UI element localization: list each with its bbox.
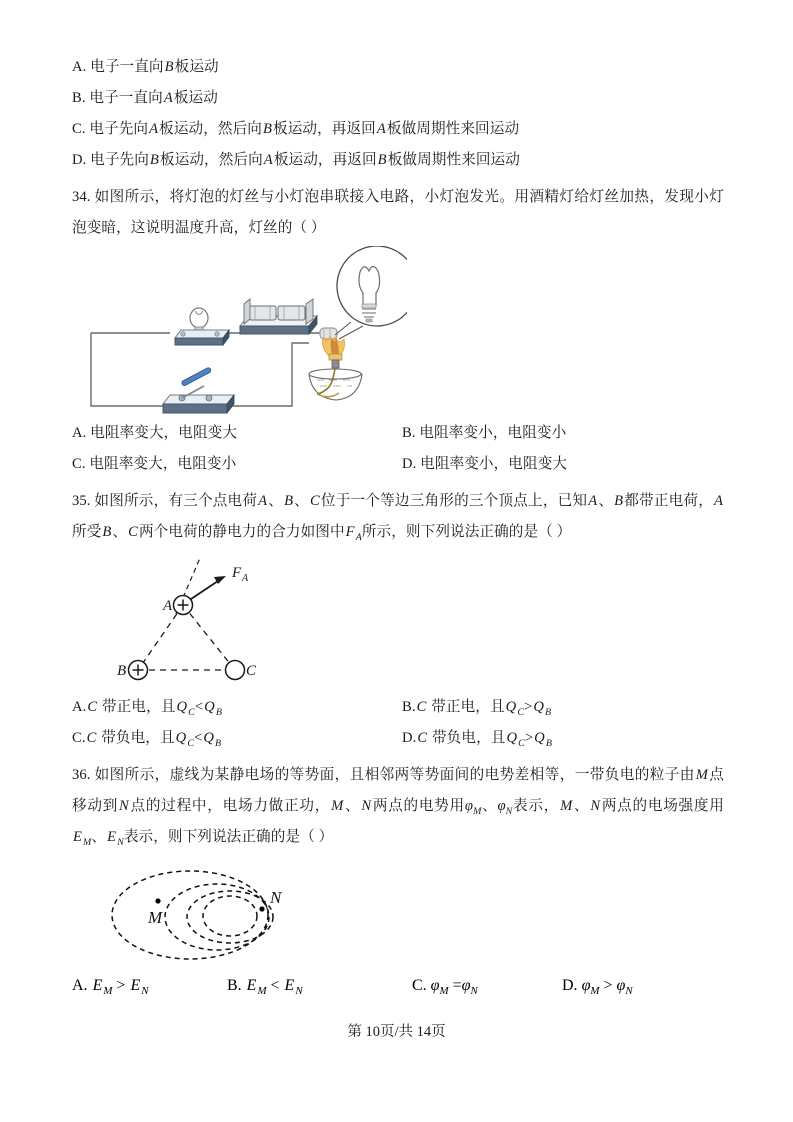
stem-seg-4: 所受 bbox=[72, 524, 102, 540]
charge-a2: A bbox=[588, 493, 598, 509]
option-text: 电子一直向 bbox=[89, 90, 163, 106]
subscript: N bbox=[141, 985, 149, 998]
option-text-3: 板运动，再返回 bbox=[273, 121, 376, 137]
symbol-phi: φ bbox=[581, 977, 591, 994]
charge-c: C bbox=[87, 699, 98, 715]
variable-a: A bbox=[149, 121, 159, 137]
charge-c: C bbox=[416, 699, 427, 715]
stem-seg-2: 点移动到 bbox=[72, 767, 724, 814]
question-35-stem bbox=[72, 486, 724, 548]
relation: < bbox=[194, 699, 204, 715]
option-text-2: 板运动，然后向 bbox=[159, 121, 262, 137]
subscript: M bbox=[473, 805, 482, 817]
label-c: C bbox=[246, 663, 257, 679]
option-label: D. bbox=[562, 977, 578, 994]
label-a: A bbox=[163, 598, 173, 614]
option-label: D. bbox=[402, 456, 417, 472]
symbol-e: E bbox=[284, 977, 295, 994]
subscript: M bbox=[439, 985, 449, 998]
relation: < bbox=[270, 977, 280, 994]
variable-b: B bbox=[263, 121, 273, 137]
option-label: B. bbox=[402, 425, 416, 441]
question-34-stem bbox=[72, 182, 724, 244]
option-a-q35 bbox=[72, 692, 222, 723]
knife-switch-icon bbox=[163, 367, 234, 413]
symbol-phi: φ bbox=[430, 977, 440, 994]
magnified-bulb-icon bbox=[337, 246, 407, 326]
label-force: F bbox=[232, 565, 242, 581]
subscript: N bbox=[625, 985, 633, 998]
subscript: N bbox=[505, 805, 513, 817]
option-text-tail: 板运动 bbox=[173, 90, 218, 106]
equipotential-ellipse-2 bbox=[165, 884, 269, 950]
option-b-q36 bbox=[227, 977, 303, 998]
charge-c: C bbox=[86, 730, 97, 746]
point-n3: N bbox=[590, 798, 601, 814]
question-35-options-row-1 bbox=[72, 692, 724, 723]
symbol-q: Q bbox=[506, 730, 518, 746]
question-34 bbox=[72, 182, 724, 480]
variable-b2: B bbox=[377, 152, 387, 168]
relation: = bbox=[452, 977, 462, 994]
option-text: 带正电，且 bbox=[431, 699, 505, 715]
symbol-phi: φ bbox=[616, 977, 626, 994]
option-label: A. bbox=[72, 425, 87, 441]
option-text-4: 板做周期性来回运动 bbox=[387, 152, 520, 168]
point-n: N bbox=[119, 798, 129, 814]
option-c-q33 bbox=[72, 114, 724, 145]
option-a-q34 bbox=[72, 418, 237, 449]
equipotential-ellipse-4 bbox=[203, 896, 257, 936]
figure-triangle-charges bbox=[72, 552, 724, 692]
option-label: B. bbox=[227, 977, 242, 994]
symbol-e: E bbox=[107, 829, 117, 845]
point-dot-m bbox=[155, 898, 160, 903]
option-label: D. bbox=[72, 152, 87, 168]
subscript: M bbox=[257, 985, 267, 998]
subscript: N bbox=[117, 836, 124, 848]
option-text: 电子先向 bbox=[89, 121, 149, 137]
variable-b: B bbox=[149, 152, 159, 168]
symbol-q: Q bbox=[204, 699, 215, 715]
symbol-q: Q bbox=[203, 730, 215, 746]
sep: 、 bbox=[598, 493, 614, 509]
option-label: B. bbox=[402, 699, 416, 715]
stem-seg-5: 两个电荷的静电力的合力如图中 bbox=[138, 524, 345, 540]
option-c-q36 bbox=[412, 977, 478, 998]
label-point-m: M bbox=[148, 908, 163, 927]
point-m: M bbox=[695, 767, 708, 783]
sep: 、 bbox=[268, 493, 284, 509]
option-text-3: 板运动，再返回 bbox=[273, 152, 377, 168]
question-stem-text: 如图所示，将灯泡的灯丝与小灯泡串联接入电路，小灯泡发光。用酒精灯给灯丝加热，发现小灯泡变暗，这说明温度升高，灯丝的（ ） bbox=[72, 189, 724, 236]
option-text-tail: 板运动 bbox=[174, 59, 219, 75]
point-n2: N bbox=[361, 798, 372, 814]
subscript: B bbox=[545, 737, 552, 749]
option-a-q36 bbox=[72, 977, 149, 998]
question-36-stem bbox=[72, 760, 724, 853]
option-label: A. bbox=[72, 59, 87, 75]
question-number: 36. bbox=[72, 767, 91, 783]
symbol-q: Q bbox=[176, 699, 188, 715]
symbol-phi: φ bbox=[464, 798, 474, 814]
stem-seg-3: 点的过程中，电场力做正功， bbox=[129, 798, 331, 814]
label-point-n: N bbox=[270, 888, 282, 907]
symbol-q: Q bbox=[533, 699, 545, 715]
subscript: C bbox=[188, 706, 195, 718]
symbol-q: Q bbox=[175, 730, 187, 746]
option-text: 带负电，且 bbox=[431, 730, 506, 746]
option-text: 电子先向 bbox=[90, 152, 149, 168]
question-34-options-row-2 bbox=[72, 449, 724, 480]
subscript: N bbox=[295, 985, 303, 998]
point-m2: M bbox=[331, 798, 344, 814]
battery-pack-icon bbox=[240, 299, 317, 334]
option-d-q34 bbox=[402, 449, 567, 480]
force-symbol: F bbox=[345, 524, 355, 540]
option-label: B. bbox=[72, 90, 86, 106]
symbol-phi: φ bbox=[461, 977, 471, 994]
option-d-q33 bbox=[72, 145, 724, 176]
option-label: D. bbox=[402, 730, 417, 746]
option-b-q35 bbox=[402, 692, 551, 723]
subscript: M bbox=[590, 985, 600, 998]
subscript: N bbox=[470, 985, 478, 998]
question-number: 35. bbox=[72, 493, 91, 509]
stem-seg-7: 表示，则下列说法正确的是（ ） bbox=[123, 829, 334, 845]
option-label: A. bbox=[72, 699, 87, 715]
label-b: B bbox=[117, 663, 127, 679]
symbol-e: E bbox=[130, 977, 141, 994]
option-text: 电阻率变大，电阻变大 bbox=[90, 425, 238, 441]
option-text: 电阻率变小，电阻变小 bbox=[419, 425, 567, 441]
option-text: 电阻率变大，电阻变小 bbox=[89, 456, 237, 472]
question-number: 34. bbox=[72, 189, 91, 205]
symbol-phi: φ bbox=[497, 798, 506, 814]
sep: 、 bbox=[294, 493, 309, 509]
symbol-e: E bbox=[246, 977, 257, 994]
question-35 bbox=[72, 486, 724, 754]
option-label: C. bbox=[72, 121, 86, 137]
subscript: C bbox=[187, 737, 195, 749]
question-33-options bbox=[72, 52, 724, 176]
subscript: B bbox=[545, 706, 552, 718]
charge-a: A bbox=[258, 493, 268, 509]
option-text: 电阻率变小，电阻变大 bbox=[420, 456, 568, 472]
relation: < bbox=[194, 730, 203, 746]
stem-seg-4: 两点的电势用 bbox=[372, 798, 465, 814]
alcohol-burner-icon bbox=[309, 336, 362, 400]
option-label: C. bbox=[412, 977, 427, 994]
force-vector-arrow bbox=[191, 576, 226, 599]
variable-a: A bbox=[263, 152, 273, 168]
option-c-q35 bbox=[72, 723, 221, 754]
sep: 、 bbox=[112, 524, 128, 540]
subscript: B bbox=[215, 737, 222, 749]
label-force-sub: A bbox=[242, 573, 249, 584]
charge-b: B bbox=[284, 493, 294, 509]
relation: > bbox=[603, 977, 613, 994]
sep: 、 bbox=[481, 798, 498, 814]
callout-leader bbox=[335, 322, 363, 339]
force-subscript: A bbox=[355, 531, 362, 543]
option-c-q34 bbox=[72, 449, 236, 480]
relation: > bbox=[524, 699, 533, 715]
charge-circle-c bbox=[226, 661, 245, 680]
option-label: A. bbox=[72, 977, 88, 994]
point-m3: M bbox=[560, 798, 573, 814]
option-b-q33 bbox=[72, 83, 724, 114]
question-35-options-row-2 bbox=[72, 723, 724, 754]
subscript: C bbox=[518, 737, 525, 749]
option-b-q34 bbox=[402, 418, 566, 449]
figure-equipotential-surfaces bbox=[72, 859, 724, 977]
figure-circuit-alcohol-lamp bbox=[72, 246, 724, 418]
subscript: M bbox=[83, 836, 92, 848]
variable-a2: A bbox=[376, 121, 386, 137]
page-content bbox=[72, 52, 724, 1008]
subscript: M bbox=[103, 985, 113, 998]
option-label: C. bbox=[72, 730, 86, 746]
question-36 bbox=[72, 760, 724, 1008]
filament-clip-icon bbox=[320, 328, 337, 339]
relation: > bbox=[524, 730, 534, 746]
stem-seg-3: 都带正电荷， bbox=[624, 493, 713, 509]
stem-seg-1: 如图所示，有三个点电荷 bbox=[94, 493, 258, 509]
relation: > bbox=[116, 977, 126, 994]
charge-c2: C bbox=[128, 524, 138, 540]
charge-a3: A bbox=[714, 493, 724, 509]
symbol-q: Q bbox=[534, 730, 545, 746]
option-text-2: 板运动，然后向 bbox=[159, 152, 263, 168]
symbol-e: E bbox=[92, 977, 103, 994]
stem-seg-2: 位于一个等边三角形的三个顶点上，已知 bbox=[320, 493, 588, 509]
option-text: 带负电，且 bbox=[101, 730, 175, 746]
option-text: 电子一直向 bbox=[90, 59, 164, 75]
variable-a: A bbox=[163, 90, 173, 106]
sep: 、 bbox=[344, 798, 361, 814]
sep: 、 bbox=[573, 798, 590, 814]
point-dot-n bbox=[259, 906, 264, 911]
stem-seg-6: 两点的电场强度用 bbox=[601, 798, 724, 814]
subscript: C bbox=[517, 706, 525, 718]
charge-b3: B bbox=[102, 524, 112, 540]
question-34-options-row-1 bbox=[72, 418, 724, 449]
option-label: C. bbox=[72, 456, 86, 472]
symbol-q: Q bbox=[505, 699, 517, 715]
symbol-e: E bbox=[73, 829, 83, 845]
charge-b2: B bbox=[614, 493, 624, 509]
option-d-q35 bbox=[402, 723, 552, 754]
charge-c: C bbox=[417, 730, 428, 746]
stem-seg-1: 如图所示，虚线为某静电场的等势面，且相邻两等势面间的电势差相等，一带负电的粒子由 bbox=[94, 767, 695, 783]
option-text-4: 板做周期性来回运动 bbox=[386, 121, 520, 137]
variable-b: B bbox=[164, 59, 174, 75]
stem-seg-5: 表示， bbox=[512, 798, 560, 814]
question-36-options-row bbox=[72, 977, 724, 1008]
option-a-q33 bbox=[72, 52, 724, 83]
charge-c: C bbox=[309, 493, 320, 509]
stem-seg-6: 所示，则下列说法正确的是（ ） bbox=[361, 524, 572, 540]
option-d-q36 bbox=[562, 977, 633, 998]
subscript: B bbox=[215, 706, 222, 718]
small-lamp-icon bbox=[175, 308, 229, 345]
option-text: 带正电，且 bbox=[101, 699, 176, 715]
sep: 、 bbox=[91, 829, 107, 845]
page-footer: 第 10页/共 14页 bbox=[347, 1024, 446, 1040]
